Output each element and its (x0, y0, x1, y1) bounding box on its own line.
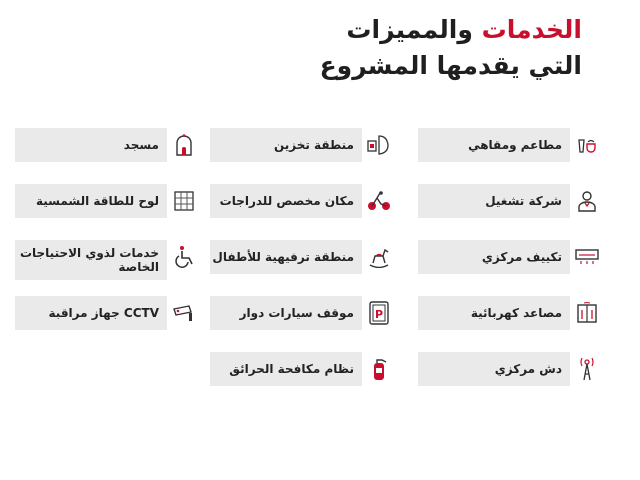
feature-central-satellite (418, 352, 570, 386)
satellite-antenna-icon (574, 355, 600, 383)
feature-solar-panel (15, 184, 167, 218)
fire-extinguisher-icon (366, 355, 392, 383)
svg-text:P: P (374, 308, 384, 321)
feature-mosque (15, 128, 167, 162)
title-line-1-rest: والمميزات (346, 15, 482, 44)
mosque-icon (171, 131, 197, 159)
staff-icon (574, 187, 600, 215)
feature-label: موقف سيارات دوار (239, 306, 354, 320)
feature-label: منطقة ترفيهية للأطفال (212, 250, 354, 264)
feature-label: تكييف مركزي (481, 250, 562, 264)
feature-storage-area (210, 128, 362, 162)
feature-label: مصاعد كهربائية (470, 306, 562, 320)
page-title (320, 12, 582, 84)
feature-label: خدمات لذوي الاحتياجات الخاصة (19, 246, 159, 274)
feature-label: مكان مخصص للدراجات (219, 194, 354, 208)
feature-label: شركة تشغيل (485, 194, 562, 208)
feature-label: لوح للطاقة الشمسية (35, 194, 159, 208)
title-accent-word: الخدمات (481, 15, 582, 44)
feature-label: CCTV جهاز مراقبة (48, 306, 159, 320)
feature-label: منطقة تخزين (273, 138, 354, 152)
feature-special-needs (15, 240, 167, 280)
rocking-horse-icon (366, 243, 392, 271)
feature-kids-area (210, 240, 362, 274)
feature-central-ac (418, 240, 570, 274)
feature-cctv (15, 296, 167, 330)
cctv-camera-icon (171, 299, 197, 327)
feature-label: دش مركزي (494, 362, 562, 376)
title-line-1 (320, 12, 582, 48)
feature-rotating-parking (210, 296, 384, 330)
feature-label: نظام مكافحة الحرائق (229, 362, 354, 376)
parking-icon (366, 299, 392, 327)
feature-bicycle-area (210, 184, 362, 218)
wheelchair-icon (171, 243, 197, 271)
feature-restaurants-cafes (418, 128, 570, 162)
feature-label: مسجد (123, 138, 159, 152)
ac-unit-icon (574, 243, 600, 271)
feature-operating-company (418, 184, 570, 218)
elevator-icon (574, 299, 600, 327)
title-line-2: التي يقدمها المشروع (319, 51, 582, 80)
cup-icon (574, 131, 600, 159)
storage-icon (366, 131, 392, 159)
feature-elevators (418, 296, 570, 330)
feature-label: مطاعم ومقاهي (468, 138, 562, 152)
feature-fire-fighting (210, 352, 362, 386)
bicycle-icon (366, 187, 392, 215)
solar-panel-icon (171, 187, 197, 215)
